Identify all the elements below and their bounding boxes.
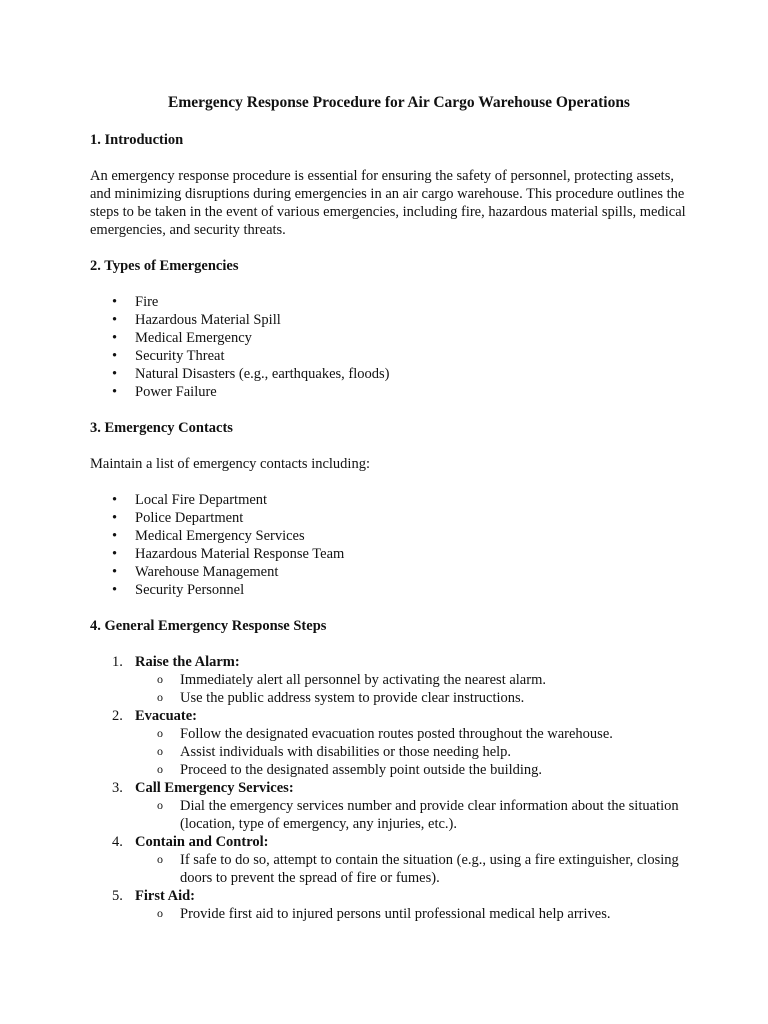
substep-item: o If safe to do so, attempt to contain the situation (e.g., using a fire extinguisher, closing doors to prevent the spread of fire or fumes).	[135, 851, 690, 887]
emergency-types-list	[90, 293, 690, 401]
step-title: Call Emergency Services:	[135, 780, 294, 796]
emergency-contacts-list	[90, 491, 690, 599]
step-substeps	[135, 905, 690, 923]
introduction-paragraph: An emergency response procedure is essential for ensuring the safety of personnel, protecting assets, and minimizing disruptions during emergencies in an air cargo warehouse. This procedure outlines the steps to be taken in the event of various emergencies, including fire, hazardous material spills, medical emergencies, and security threats.	[90, 168, 686, 238]
step-item	[90, 653, 690, 707]
list-item: • Natural Disasters (e.g., earthquakes, floods)	[90, 365, 690, 383]
step-title: Contain and Control:	[135, 834, 269, 850]
list-item: • Warehouse Management	[90, 563, 690, 581]
list-item: • Power Failure	[90, 383, 690, 401]
step-title: Raise the Alarm:	[135, 654, 240, 670]
section-heading-introduction: 1. Introduction	[90, 132, 184, 148]
step-number: 5.	[112, 888, 123, 904]
list-item: • Security Personnel	[90, 581, 690, 599]
substep-item: o Use the public address system to provide clear instructions.	[135, 689, 690, 707]
step-number: 1.	[112, 654, 123, 670]
step-number: 2.	[112, 708, 123, 724]
contacts-intro: Maintain a list of emergency contacts including:	[90, 456, 370, 472]
substep-item: o Assist individuals with disabilities or those needing help.	[135, 743, 690, 761]
step-title: Evacuate:	[135, 708, 198, 724]
list-item: • Fire	[90, 293, 690, 311]
list-item: • Police Department	[90, 509, 690, 527]
document-page	[90, 93, 690, 923]
response-steps-list	[90, 653, 690, 923]
step-item	[90, 779, 690, 833]
document-title: Emergency Response Procedure for Air Cargo Warehouse Operations	[168, 94, 630, 111]
step-item	[90, 833, 690, 887]
substep-item: o Dial the emergency services number and provide clear information about the situation (location, type of emergency, any injuries, etc.).	[135, 797, 690, 833]
step-substeps	[135, 725, 690, 779]
list-item: • Local Fire Department	[90, 491, 690, 509]
substep-item: o Provide first aid to injured persons until professional medical help arrives.	[135, 905, 690, 923]
list-item: • Hazardous Material Spill	[90, 311, 690, 329]
section-heading-contacts: 3. Emergency Contacts	[90, 420, 233, 436]
step-title: First Aid:	[135, 888, 196, 904]
step-substeps	[135, 797, 690, 833]
step-substeps	[135, 851, 690, 887]
section-heading-types: 2. Types of Emergencies	[90, 258, 239, 274]
substep-item: o Follow the designated evacuation routes posted throughout the warehouse.	[135, 725, 690, 743]
list-item: • Hazardous Material Response Team	[90, 545, 690, 563]
list-item: • Security Threat	[90, 347, 690, 365]
list-item: • Medical Emergency	[90, 329, 690, 347]
step-substeps	[135, 671, 690, 707]
list-item: • Medical Emergency Services	[90, 527, 690, 545]
substep-item: o Proceed to the designated assembly point outside the building.	[135, 761, 690, 779]
step-number: 4.	[112, 834, 123, 850]
section-heading-steps: 4. General Emergency Response Steps	[90, 618, 327, 634]
step-item	[90, 707, 690, 779]
step-item	[90, 887, 690, 923]
step-number: 3.	[112, 780, 123, 796]
substep-item: o Immediately alert all personnel by activating the nearest alarm.	[135, 671, 690, 689]
